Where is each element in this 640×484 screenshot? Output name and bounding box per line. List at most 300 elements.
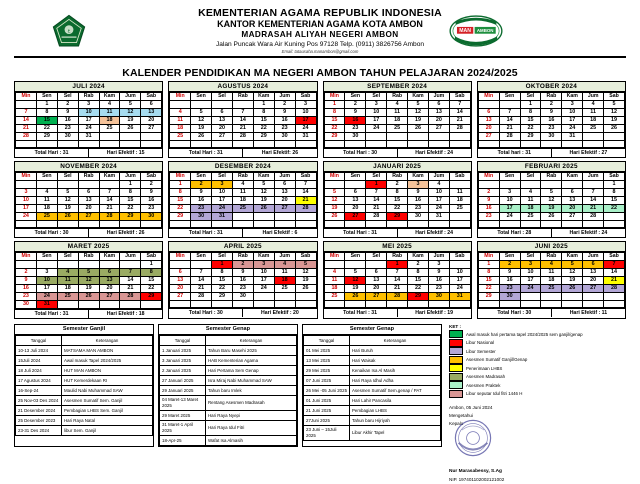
semester-table-caption: Semester Genap [159,325,297,335]
month-day-grid [324,252,471,308]
day-cell: 5 [57,189,78,197]
day-cell [141,221,162,228]
day-cell: 7 [604,261,625,269]
day-cell: 15 [170,197,191,205]
day-header: Sen [499,173,520,181]
svg-text:MAN: MAN [459,28,471,35]
day-header: Kam [253,173,274,181]
cell-tanggal: 25 Desember 2023 [16,416,62,426]
day-cell: 23 [191,205,212,213]
day-cell: 15 [212,277,233,285]
day-header: Min [324,93,345,101]
cell-tanggal: 21 Desember 2024 [16,406,62,416]
day-cell: 21 [499,125,520,133]
day-cell: 15 [141,277,162,285]
day-cell: 30 [345,133,366,141]
day-header: Sab [449,173,470,181]
day-cell: 20 [170,285,191,293]
day-cell [295,221,316,228]
day-header: Min [478,173,499,181]
col-header-keterangan: Keterangan [350,336,441,346]
day-cell: 17 [36,285,57,293]
day-cell: 17 [520,277,541,285]
day-cell: 2 [408,261,429,269]
day-cell: 29 [170,213,191,221]
day-header: Sel [57,173,78,181]
week-row [324,261,470,269]
day-cell: 8 [36,109,57,117]
day-cell: 8 [141,269,162,277]
day-cell [428,221,449,228]
day-cell: 5 [295,261,316,269]
day-header: Jum [274,173,295,181]
day-cell: 14 [449,109,470,117]
day-cell: 11 [324,277,345,285]
week-row [16,301,162,309]
day-cell: 16 [428,277,449,285]
day-cell: 15 [120,197,141,205]
day-cell [562,141,583,148]
month-title: NOVEMBER 2024 [15,162,162,172]
day-header: Jum [583,253,604,261]
hari-efektif: Hari Efektif : 24 [415,230,454,236]
day-cell: 10 [212,189,233,197]
total-hari: Total Hari : 31 [169,149,243,157]
day-cell: 20 [366,285,387,293]
day-header: Min [16,173,37,181]
day-cell [36,181,57,189]
day-cell: 21 [191,285,212,293]
day-cell: 10 [562,109,583,117]
day-cell: 29 [120,213,141,221]
office-name: KANTOR KEMENTERIAN AGAMA KOTA AMBON [217,19,423,29]
day-cell: 11 [232,189,253,197]
day-cell: 15 [253,117,274,125]
day-cell [562,181,583,189]
day-cell: 7 [387,269,408,277]
day-cell [36,141,57,148]
day-cell [141,301,162,309]
day-cell: 17 [78,117,99,125]
day-cell: 3 [408,181,429,189]
total-hari: Total Hari : 28 [478,229,552,237]
week-row [478,101,624,109]
cell-tanggal: 29 Maret 2025 [160,411,206,421]
day-header: Jum [274,93,295,101]
day-cell [345,301,366,308]
day-cell: 11 [274,269,295,277]
day-cell: 14 [583,197,604,205]
day-cell [408,301,429,308]
cell-keterangan: Hari Raya Nyepi [206,411,297,421]
day-cell: 1 [478,261,499,269]
day-cell [16,261,37,269]
day-cell [478,141,499,148]
day-cell: 19 [408,117,429,125]
day-header: Min [170,173,191,181]
cell-tanggal: 13 Mei 2025 [304,356,350,366]
day-header: Sab [295,93,316,101]
week-row [16,109,162,117]
day-cell: 14 [16,117,37,125]
hari-efektif: Hari Efektif : 27 [569,150,608,156]
month-footer [15,148,162,157]
table-row [160,346,297,356]
calendar-row-2 [14,161,626,238]
day-cell: 3 [428,261,449,269]
day-cell: 15 [520,117,541,125]
day-cell [16,181,37,189]
cell-tanggal: 10-13 Juli 2024 [16,346,62,356]
day-cell: 27 [366,293,387,301]
day-cell: 10 [520,269,541,277]
cell-tanggal: 01 Juni 2025 [304,396,350,406]
man-ambon-logo [448,14,504,48]
cell-keterangan: Hari Buruh [350,346,441,356]
day-cell: 18 [541,277,562,285]
legend-label: Awal masuk hari pertama tapel 2024/2025 sem ganjil/genap [466,331,583,337]
day-cell: 2 [16,269,37,277]
day-cell: 10 [499,197,520,205]
day-cell: 23 [478,213,499,221]
cell-tanggal: 1 Januari 2025 [160,346,206,356]
day-cell: 25 [274,285,295,293]
day-cell: 5 [562,261,583,269]
day-header: Sen [345,173,366,181]
day-cell: 1 [120,181,141,189]
legend-label: Asesmen Praktek [466,382,501,388]
cell-tanggal: 15Juli 2024 [16,356,62,366]
day-cell: 18 [520,205,541,213]
day-header: Sel [366,253,387,261]
day-cell: 23 [232,285,253,293]
day-cell [478,221,499,228]
day-cell [449,141,470,148]
day-cell: 26 [191,133,212,141]
legend-color-swatch [449,356,463,364]
cell-keterangan: HUT MAN AMBON [62,366,153,376]
day-cell [366,261,387,269]
semester-tables [14,324,442,447]
day-cell: 13 [99,277,120,285]
day-cell [36,221,57,228]
day-cell: 16 [141,197,162,205]
day-cell [274,221,295,228]
day-cell [191,221,212,228]
day-cell: 12 [541,197,562,205]
day-cell: 23 [408,205,429,213]
week-row [170,205,316,213]
day-cell: 14 [99,197,120,205]
day-cell: 2 [274,101,295,109]
week-row [170,269,316,277]
day-cell [541,141,562,148]
day-cell: 21 [583,205,604,213]
day-cell [99,301,120,309]
legend-color-swatch [449,381,463,389]
day-header: Rab [387,93,408,101]
signature-block [449,404,583,484]
month-calendar [14,81,163,158]
day-cell [191,141,212,148]
total-hari: Total Hari : 31 [324,309,398,317]
day-cell: 21 [99,205,120,213]
day-cell: 7 [16,109,37,117]
day-cell: 8 [324,109,345,117]
calendar-row-3 [14,241,626,319]
day-header: Sab [604,253,625,261]
cell-keterangan: Asesmen Sumatif Sem. Ganjil [62,396,153,406]
week-row [170,101,316,109]
day-cell: 16 [232,277,253,285]
day-cell [295,293,316,301]
day-cell: 21 [295,197,316,205]
kemenag-logo [52,14,86,48]
day-cell [99,261,120,269]
day-cell: 25 [170,133,191,141]
day-cell: 10 [78,109,99,117]
day-cell: 3 [212,181,233,189]
table-row [160,396,297,411]
day-cell: 11 [520,197,541,205]
day-cell [499,101,520,109]
legend-label: Penerimaan LHBS [466,365,503,371]
day-header: Sab [141,253,162,261]
legend-item [449,330,583,338]
day-cell: 18 [170,125,191,133]
week-row [324,293,470,301]
day-cell [562,293,583,301]
day-cell: 16 [16,285,37,293]
day-cell: 23 [541,125,562,133]
day-cell: 11 [387,109,408,117]
week-row [16,181,162,189]
day-cell: 31 [428,213,449,221]
day-cell [253,301,274,308]
cell-tanggal: 01 Mei 2025 [304,346,350,356]
day-header: Sab [141,93,162,101]
cell-keterangan: Tahun baru Imlek [206,386,297,396]
day-cell: 21 [366,205,387,213]
day-cell: 9 [428,269,449,277]
day-cell: 19 [78,285,99,293]
day-cell: 7 [232,109,253,117]
month-footer [478,148,625,157]
day-cell: 2 [57,101,78,109]
day-cell: 3 [36,269,57,277]
day-header: Min [324,173,345,181]
day-cell [387,141,408,148]
day-cell [120,221,141,228]
day-cell: 27 [212,133,233,141]
day-cell [78,261,99,269]
table-row [304,426,441,441]
day-cell: 8 [408,269,429,277]
table-row [160,386,297,396]
header-divider [14,56,626,58]
month-title: MEI 2025 [324,242,471,252]
day-cell: 27 [478,133,499,141]
month-footer [15,309,162,318]
day-cell: 20 [78,205,99,213]
day-header: Kam [99,173,120,181]
day-cell [562,221,583,228]
day-cell [78,141,99,148]
legend-block [449,324,583,484]
day-cell: 14 [499,117,520,125]
day-cell: 27 [345,213,366,221]
day-cell: 29 [387,213,408,221]
day-header: Sel [212,93,233,101]
day-cell [499,221,520,228]
week-row [478,269,624,277]
cell-tanggal: 31 Maret-1 April 2025 [160,421,206,436]
day-cell: 28 [191,293,212,301]
day-cell: 25 [449,205,470,213]
ministry-name: KEMENTERIAN AGAMA REPUBLIK INDONESIA [198,7,442,19]
week-row [324,269,470,277]
semester-table-caption: Semester Genap [303,325,441,335]
cell-keterangan: Wafat Isa Almasih [206,436,297,446]
day-cell [520,221,541,228]
day-cell: 6 [562,189,583,197]
day-header: Kam [99,253,120,261]
day-header: Min [16,253,37,261]
day-cell: 24 [78,125,99,133]
cell-tanggal: 16-Sep-24 [16,386,62,396]
week-row [324,141,470,148]
day-header: Rab [78,173,99,181]
day-cell [295,213,316,221]
day-cell [99,141,120,148]
day-cell: 6 [366,269,387,277]
legend-color-swatch [449,330,463,338]
day-cell [232,101,253,109]
day-cell: 21 [232,125,253,133]
day-cell [120,133,141,141]
day-cell [57,301,78,309]
cell-keterangan: Maulid Nabi Muhammad SAW [62,386,153,396]
cell-tanggal: 27 Januari 2025 [160,376,206,386]
month-footer [478,228,625,237]
cell-tanggal: 27Juni 2025 [304,416,350,426]
day-cell: 31 [36,301,57,309]
day-cell: 26 [324,213,345,221]
table-row [304,386,441,396]
week-row [170,301,316,308]
day-cell: 27 [428,125,449,133]
day-header: Jum [274,253,295,261]
day-cell: 3 [562,101,583,109]
day-cell: 18 [387,117,408,125]
day-cell [78,181,99,189]
day-cell: 28 [16,133,37,141]
day-cell [520,293,541,301]
month-calendar [168,161,317,238]
day-header: Sen [36,253,57,261]
day-cell [345,261,366,269]
day-cell: 1 [387,261,408,269]
day-header: Sab [604,173,625,181]
day-cell: 7 [449,101,470,109]
day-cell: 15 [604,197,625,205]
month-calendar [14,241,163,319]
cell-tanggal: 17 Agustus 2024 [16,376,62,386]
day-cell: 17 [428,197,449,205]
month-calendar [323,161,472,238]
day-cell: 12 [120,109,141,117]
day-cell: 12 [295,269,316,277]
week-row [478,141,624,148]
day-cell [449,133,470,141]
day-cell: 19 [191,125,212,133]
day-cell: 27 [99,293,120,301]
day-cell: 11 [57,277,78,285]
signature-place-date: Ambon, 05 Juni 2024 [449,404,493,410]
day-header: Sel [520,253,541,261]
table-row [16,386,153,396]
cell-keterangan: Pembagian LHBS [350,406,441,416]
day-cell [120,301,141,309]
day-cell [324,301,345,308]
month-footer [15,228,162,237]
day-cell: 6 [99,269,120,277]
week-row [170,181,316,189]
cell-keterangan: Kenaikan Isa Al Masih [350,366,441,376]
table-row [160,366,297,376]
day-cell: 22 [324,125,345,133]
week-row [324,109,470,117]
day-cell: 20 [428,117,449,125]
week-row [324,277,470,285]
day-cell: 24 [428,205,449,213]
day-cell: 7 [120,269,141,277]
week-row [478,197,624,205]
day-cell: 20 [583,277,604,285]
legend-title: KET : [449,324,461,329]
day-cell: 31 [295,133,316,141]
cell-keterangan: HAB Kementerian Agama [206,356,297,366]
day-cell [387,133,408,141]
signature-nip: NIP. 197401102002121002 [449,476,505,482]
month-footer [169,308,316,317]
day-cell [274,301,295,308]
day-cell: 4 [520,189,541,197]
day-cell: 8 [520,109,541,117]
month-title: AGUSTUS 2024 [169,82,316,92]
month-footer [324,228,471,237]
day-cell: 31 [78,133,99,141]
legend-color-swatch [449,390,463,398]
day-cell [604,213,625,221]
week-row [478,213,624,221]
cell-tanggal: 26 Mei -05 Juni 2025 [304,386,350,396]
day-cell: 13 [478,117,499,125]
day-header: Rab [387,253,408,261]
week-row [16,197,162,205]
total-hari: Total Hari : 31 [169,229,243,237]
week-row [324,221,470,228]
day-cell: 18 [36,205,57,213]
day-cell: 20 [478,125,499,133]
day-cell: 19 [57,205,78,213]
day-cell [449,213,470,221]
day-header: Sel [366,93,387,101]
cell-keterangan: Asesmen Sumatif Sem.genap / PAT [350,386,441,396]
day-cell [604,141,625,148]
day-cell: 10 [295,109,316,117]
table-row [304,406,441,416]
